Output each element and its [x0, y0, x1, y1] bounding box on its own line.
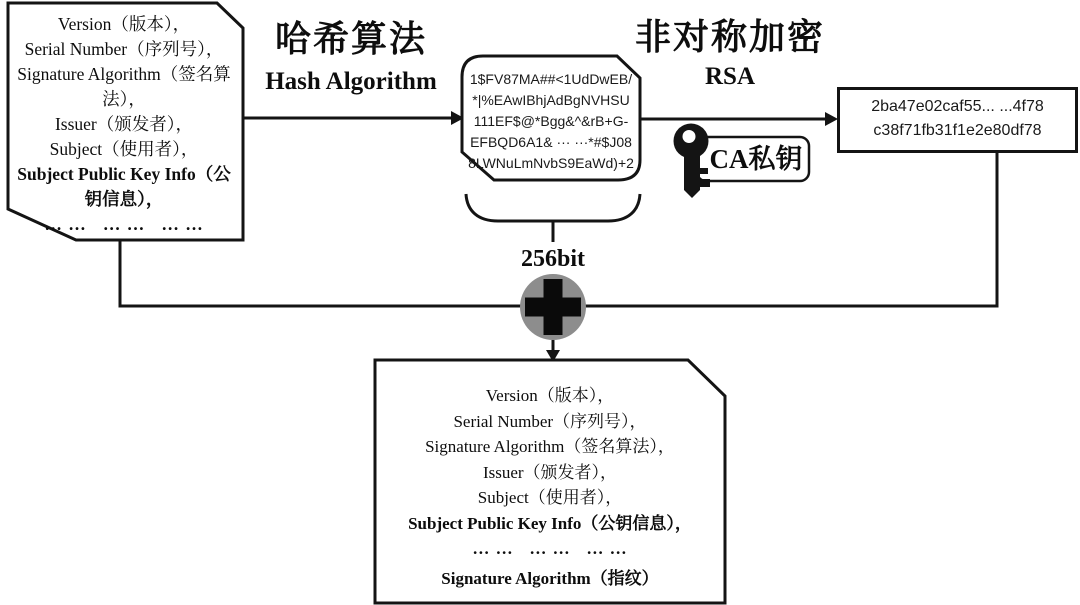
cert-field-version: Version（版本）， [57, 14, 191, 34]
hash-step-title-cn: 哈希算法 [274, 18, 427, 59]
signed-field-subject: Subject（使用者）， [477, 488, 623, 507]
cert-field-spki: Subject Public Key Info（公钥信息）， [17, 164, 231, 209]
ca-key-label: CA私钥 [709, 144, 803, 174]
digest-line: EFBQD6A1& ··· ···*#$J08 [470, 134, 632, 150]
cert-field-sigalg: Signature Algorithm（签名算法）， [17, 64, 231, 109]
signed-field-fingerprint: Signature Algorithm（指纹） [441, 568, 659, 588]
signed-field-spki: Subject Public Key Info（公钥信息）， [408, 513, 692, 533]
hash-step-heading [240, 11, 462, 96]
digest-box-text [466, 69, 636, 174]
plus-combine-icon [520, 274, 586, 340]
signed-certificate-text [380, 383, 720, 591]
digest-line: 111EF$@*Bgg&^&rB+G- [473, 113, 629, 129]
hash-step-title-en: Hash Algorithm [265, 68, 437, 95]
encrypt-step-heading [624, 9, 836, 91]
encrypt-arrow-head [825, 112, 838, 126]
signature-line: 2ba47e02caf55... ...4f78 [871, 98, 1044, 115]
signed-field-version: Version（版本）， [485, 386, 615, 405]
cert-field-issuer: Issuer（颁发者）， [54, 114, 194, 134]
cert-field-serial: Serial Number（序列号）， [24, 39, 224, 59]
encrypt-step-title-cn: 非对称加密 [634, 16, 825, 57]
left-certificate-text [10, 12, 238, 237]
bit-width-label: 256bit [520, 246, 585, 272]
signed-field-sigalg: Signature Algorithm（签名算法）， [425, 437, 675, 456]
signature-line: c38f71fb31f1e2e80df78 [873, 122, 1042, 139]
digest-line: 1$FV87MA##<1UdDwEB/ [469, 71, 633, 87]
signed-field-serial: Serial Number（序列号）， [453, 411, 647, 431]
signed-cert-ellipsis: … … … … … … [472, 539, 628, 558]
digest-underbrace [466, 194, 640, 221]
digest-line: 8LWNuLmNvbS9EaWd)+2 [468, 155, 634, 171]
cert-ellipsis: … … … … … … [44, 214, 204, 234]
signed-field-issuer: Issuer（颁发者）， [482, 462, 618, 482]
signature-box-text [841, 95, 1074, 143]
cert-field-subject: Subject（使用者）， [49, 139, 199, 159]
digest-line: *|%EAwIBhjAdBgNVHSU [472, 92, 630, 108]
encrypt-step-title-en: RSA [704, 63, 755, 90]
